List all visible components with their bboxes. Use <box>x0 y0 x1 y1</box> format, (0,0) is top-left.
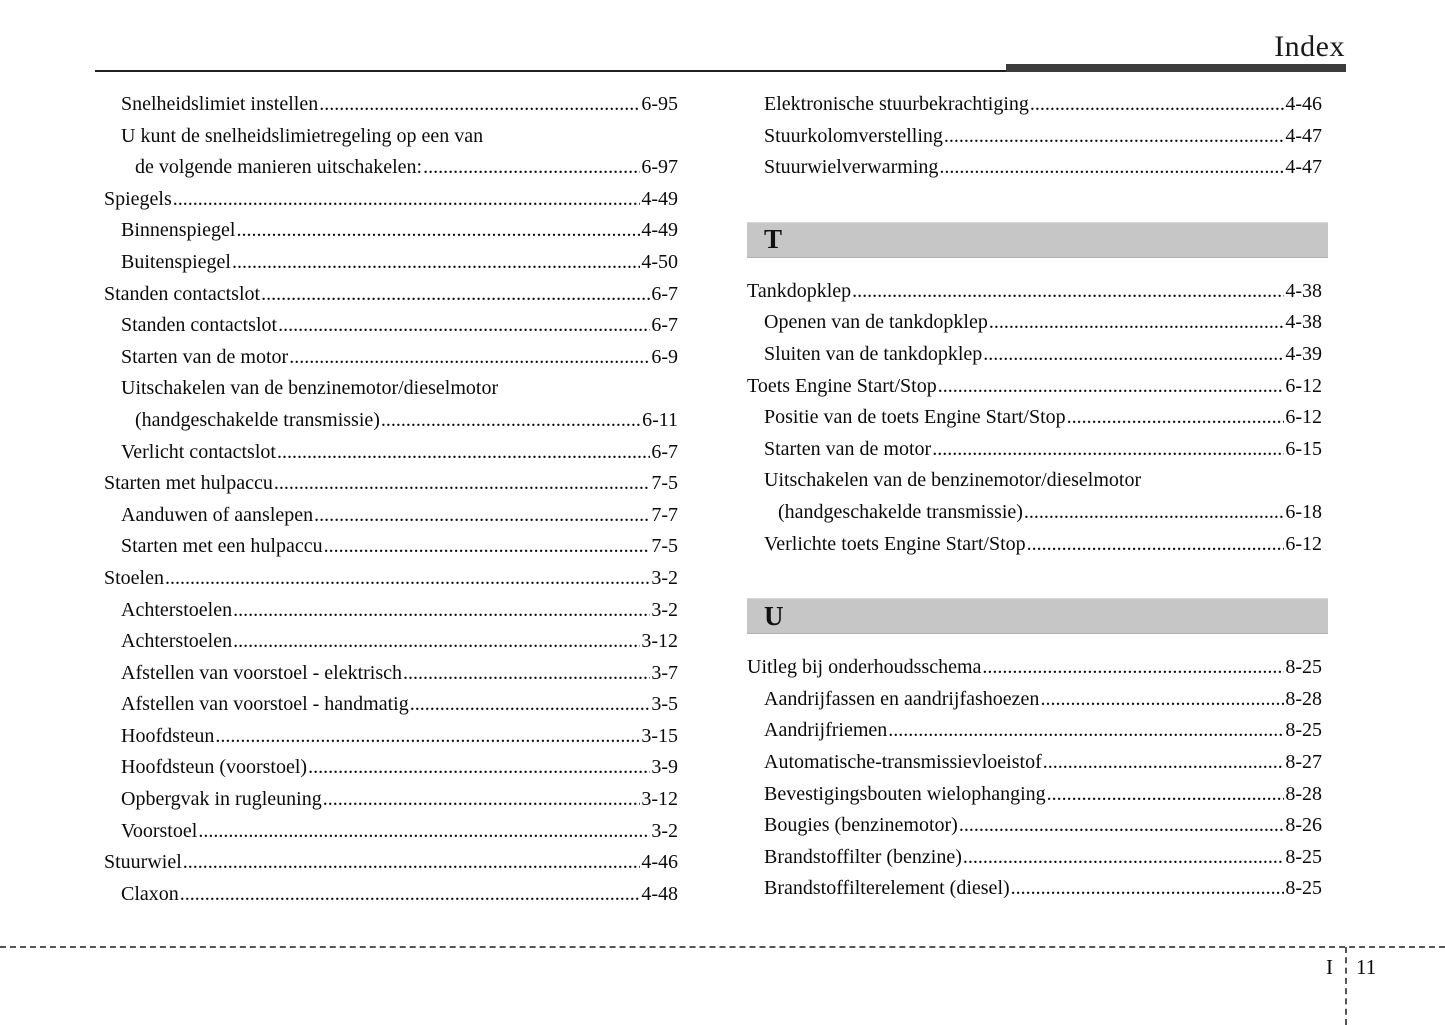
dot-leader <box>888 715 1284 747</box>
dot-leader <box>236 215 640 247</box>
entry-page-number: 8-28 <box>1285 782 1322 805</box>
index-entry <box>747 465 1328 497</box>
dot-leader <box>198 816 650 848</box>
footer-page-number: 11 <box>1356 955 1377 979</box>
dot-leader <box>852 276 1284 308</box>
entry-label: Opbergvak in rugleuning <box>121 788 322 811</box>
dot-leader <box>233 595 650 627</box>
entry-label: Uitschakelen van de benzinemotor/dieselmotor <box>764 469 1142 492</box>
entry-page-number: 4-48 <box>641 882 678 905</box>
dot-leader <box>983 339 1284 371</box>
entry-label: Stoelen <box>104 566 164 589</box>
dot-leader <box>232 247 640 279</box>
dot-leader <box>323 784 641 816</box>
entry-page-number: 4-49 <box>641 219 678 242</box>
index-column-left <box>104 89 678 910</box>
dot-leader <box>1027 529 1285 561</box>
page-title: Index <box>1274 30 1345 63</box>
index-entry <box>104 531 678 563</box>
entry-label: Openen van de tankdopklep <box>764 311 988 334</box>
entry-label: Verlicht contactslot <box>121 440 276 463</box>
entry-page-number: 8-25 <box>1285 656 1322 679</box>
entry-page-number: 7-7 <box>651 503 678 526</box>
entry-label: Buitenspiegel <box>121 250 231 273</box>
index-entry <box>104 626 678 658</box>
entry-page-number: 7-5 <box>651 535 678 558</box>
index-entry <box>104 879 678 911</box>
index-entry <box>747 434 1328 466</box>
entry-label: Starten met een hulpaccu <box>121 535 323 558</box>
dot-leader <box>173 184 641 216</box>
index-entry <box>104 721 678 753</box>
entry-page-number: 6-97 <box>641 156 678 179</box>
entry-label: Aanduwen of aanslepen <box>121 503 314 526</box>
entry-label: Afstellen van voorstoel - handmatig <box>121 693 409 716</box>
index-column-right <box>747 89 1328 905</box>
dot-leader <box>314 500 650 532</box>
entry-label: Toets Engine Start/Stop <box>747 374 937 397</box>
header-accent-bar <box>1006 64 1346 72</box>
dot-leader <box>165 563 650 595</box>
dot-leader <box>1047 779 1285 811</box>
index-entry <box>104 468 678 500</box>
footer-dashed-vline <box>1345 947 1347 1025</box>
entry-label: Afstellen van voorstoel - elektrisch <box>121 661 403 684</box>
entry-page-number: 6-12 <box>1285 374 1322 397</box>
section-letter: T <box>764 224 783 255</box>
dot-leader <box>403 658 650 690</box>
entry-label: Bevestigingsbouten wielophanging <box>764 782 1046 805</box>
index-entry <box>104 752 678 784</box>
entry-label: Achterstoelen <box>121 630 233 653</box>
entry-label: Aandrijfriemen <box>764 719 888 742</box>
entry-label: Standen contactslot <box>121 314 278 337</box>
section-header-u <box>747 598 1328 634</box>
index-entry <box>747 842 1328 874</box>
entry-label: Voorstoel <box>121 819 198 842</box>
index-entry <box>104 563 678 595</box>
entry-page-number: 6-12 <box>1285 406 1322 429</box>
index-entry <box>747 747 1328 779</box>
dot-leader <box>410 689 651 721</box>
entry-label: Starten van de motor <box>121 345 289 368</box>
index-entry <box>747 121 1328 153</box>
index-entry <box>747 652 1328 684</box>
index-entry <box>104 405 678 437</box>
index-entry <box>747 873 1328 905</box>
index-entry <box>104 247 678 279</box>
index-entry <box>104 215 678 247</box>
entry-label: Hoofdsteun <box>121 724 215 747</box>
entry-page-number: 6-15 <box>1285 437 1322 460</box>
dot-leader <box>289 342 650 374</box>
index-entry <box>747 529 1328 561</box>
dot-leader <box>324 531 651 563</box>
entry-page-number: 6-9 <box>651 345 678 368</box>
entry-label: Binnenspiegel <box>121 219 236 242</box>
dot-leader <box>277 437 650 469</box>
entry-page-number: 3-9 <box>651 756 678 779</box>
entry-page-number: 3-12 <box>641 630 678 653</box>
entry-page-number: 7-5 <box>651 472 678 495</box>
entry-page-number: 3-2 <box>651 819 678 842</box>
index-entry <box>747 89 1328 121</box>
dot-leader <box>1011 873 1285 905</box>
entry-page-number: 3-7 <box>651 661 678 684</box>
footer-dashed-rule <box>0 946 1445 948</box>
entry-label: Brandstoffilterelement (diesel) <box>764 877 1010 900</box>
entry-page-number: 4-46 <box>641 851 678 874</box>
dot-leader <box>183 847 641 879</box>
entry-page-number: 8-27 <box>1285 750 1322 773</box>
entry-label: Uitschakelen van de benzinemotor/dieselmotor <box>121 377 499 400</box>
entry-label: Uitleg bij onderhoudsschema <box>747 656 982 679</box>
entry-page-number: 6-7 <box>651 314 678 337</box>
entry-label: Achterstoelen <box>121 598 233 621</box>
entry-label: Standen contactslot <box>104 282 261 305</box>
entry-label: Spiegels <box>104 187 172 210</box>
entry-page-number: 4-47 <box>1285 124 1322 147</box>
entry-page-number: 8-28 <box>1285 687 1322 710</box>
index-entry <box>104 500 678 532</box>
entry-page-number: 6-7 <box>651 440 678 463</box>
index-entry <box>104 373 678 405</box>
entry-label: Hoofdsteun (voorstoel) <box>121 756 308 779</box>
index-entry <box>104 595 678 627</box>
index-entry <box>747 152 1328 184</box>
section-letter: U <box>764 600 784 631</box>
entry-page-number: 4-38 <box>1285 279 1322 302</box>
dot-leader <box>1030 89 1284 121</box>
entry-label: Positie van de toets Engine Start/Stop <box>764 406 1066 429</box>
index-entry <box>104 279 678 311</box>
entry-page-number: 4-47 <box>1285 156 1322 179</box>
entry-page-number: 3-12 <box>641 788 678 811</box>
dot-leader <box>944 121 1284 153</box>
entry-label: Bougies (benzinemotor) <box>764 814 958 837</box>
entry-label: Sluiten van de tankdopklep <box>764 342 983 365</box>
dot-leader <box>308 752 650 784</box>
entry-page-number: 8-25 <box>1285 845 1322 868</box>
footer-section-label: I <box>1326 955 1333 979</box>
dot-leader <box>932 434 1284 466</box>
dot-leader <box>939 152 1284 184</box>
index-entry <box>747 307 1328 339</box>
entry-page-number: 3-15 <box>641 724 678 747</box>
entry-page-number: 6-11 <box>642 408 678 431</box>
index-entry <box>104 310 678 342</box>
dot-leader <box>423 152 640 184</box>
dot-leader <box>215 721 640 753</box>
entry-label: Starten van de motor <box>764 437 932 460</box>
entry-label: Stuurwielverwarming <box>764 156 939 179</box>
entry-page-number: 6-12 <box>1285 532 1322 555</box>
entry-label: Snelheidslimiet instellen <box>121 93 319 115</box>
dot-leader <box>233 626 640 658</box>
index-entry <box>747 371 1328 403</box>
entry-label: Elektronische stuurbekrachtiging <box>764 93 1029 115</box>
entry-page-number: 8-26 <box>1285 814 1322 837</box>
entry-page-number: 4-50 <box>641 250 678 273</box>
entry-page-number: 6-7 <box>651 282 678 305</box>
entry-page-number: 4-49 <box>641 187 678 210</box>
index-entry <box>104 437 678 469</box>
entry-label: (handgeschakelde transmissie) <box>135 408 380 431</box>
entry-label: Stuurwiel <box>104 851 182 874</box>
dot-leader <box>381 405 641 437</box>
dot-leader <box>180 879 641 911</box>
index-entry <box>104 689 678 721</box>
entry-label: Brandstoffilter (benzine) <box>764 845 962 868</box>
entry-page-number: 3-5 <box>651 693 678 716</box>
index-entry <box>104 184 678 216</box>
index-entry <box>747 810 1328 842</box>
entry-label: de volgende manieren uitschakelen: <box>135 156 423 179</box>
dot-leader <box>989 307 1285 339</box>
index-entry <box>104 816 678 848</box>
dot-leader <box>1043 747 1285 779</box>
dot-leader <box>278 310 650 342</box>
entry-label: Starten met hulpaccu <box>104 472 273 495</box>
entry-page-number: 8-25 <box>1285 719 1322 742</box>
index-entry <box>104 121 678 153</box>
entry-label: Claxon <box>121 882 179 905</box>
entry-page-number: 3-2 <box>651 598 678 621</box>
index-entry <box>747 779 1328 811</box>
dot-leader <box>319 89 640 121</box>
index-entry <box>747 402 1328 434</box>
entry-page-number: 3-2 <box>651 566 678 589</box>
dot-leader <box>938 371 1285 403</box>
entry-page-number: 4-46 <box>1285 93 1322 115</box>
section-header-t <box>747 222 1328 258</box>
entry-page-number: 4-39 <box>1285 342 1322 365</box>
entry-page-number: 4-38 <box>1285 311 1322 334</box>
entry-label: (handgeschakelde transmissie) <box>778 500 1023 523</box>
dot-leader <box>959 810 1284 842</box>
index-entry <box>104 89 678 121</box>
index-entry <box>747 684 1328 716</box>
index-entry <box>747 276 1328 308</box>
dot-leader <box>1040 684 1284 716</box>
dot-leader <box>982 652 1284 684</box>
entry-label: Stuurkolomverstelling <box>764 124 943 147</box>
dot-leader <box>261 279 650 311</box>
index-entry <box>104 342 678 374</box>
entry-label: Verlichte toets Engine Start/Stop <box>764 532 1026 555</box>
index-entry <box>747 497 1328 529</box>
dot-leader <box>274 468 651 500</box>
entry-label: Automatische-transmissievloeistof <box>764 750 1042 773</box>
entry-page-number: 6-18 <box>1285 500 1322 523</box>
index-entry <box>104 658 678 690</box>
dot-leader <box>1067 402 1285 434</box>
entry-label: Tankdopklep <box>747 279 852 302</box>
dot-leader <box>963 842 1284 874</box>
index-entry <box>104 784 678 816</box>
index-entry <box>747 715 1328 747</box>
entry-label: Aandrijfassen en aandrijfashoezen <box>764 687 1040 710</box>
dot-leader <box>1024 497 1284 529</box>
entry-page-number: 6-95 <box>641 93 678 115</box>
entry-label: U kunt de snelheidslimietregeling op een van <box>121 124 484 147</box>
index-entry <box>104 847 678 879</box>
index-entry <box>104 152 678 184</box>
index-entry <box>747 339 1328 371</box>
entry-page-number: 8-25 <box>1285 877 1322 900</box>
